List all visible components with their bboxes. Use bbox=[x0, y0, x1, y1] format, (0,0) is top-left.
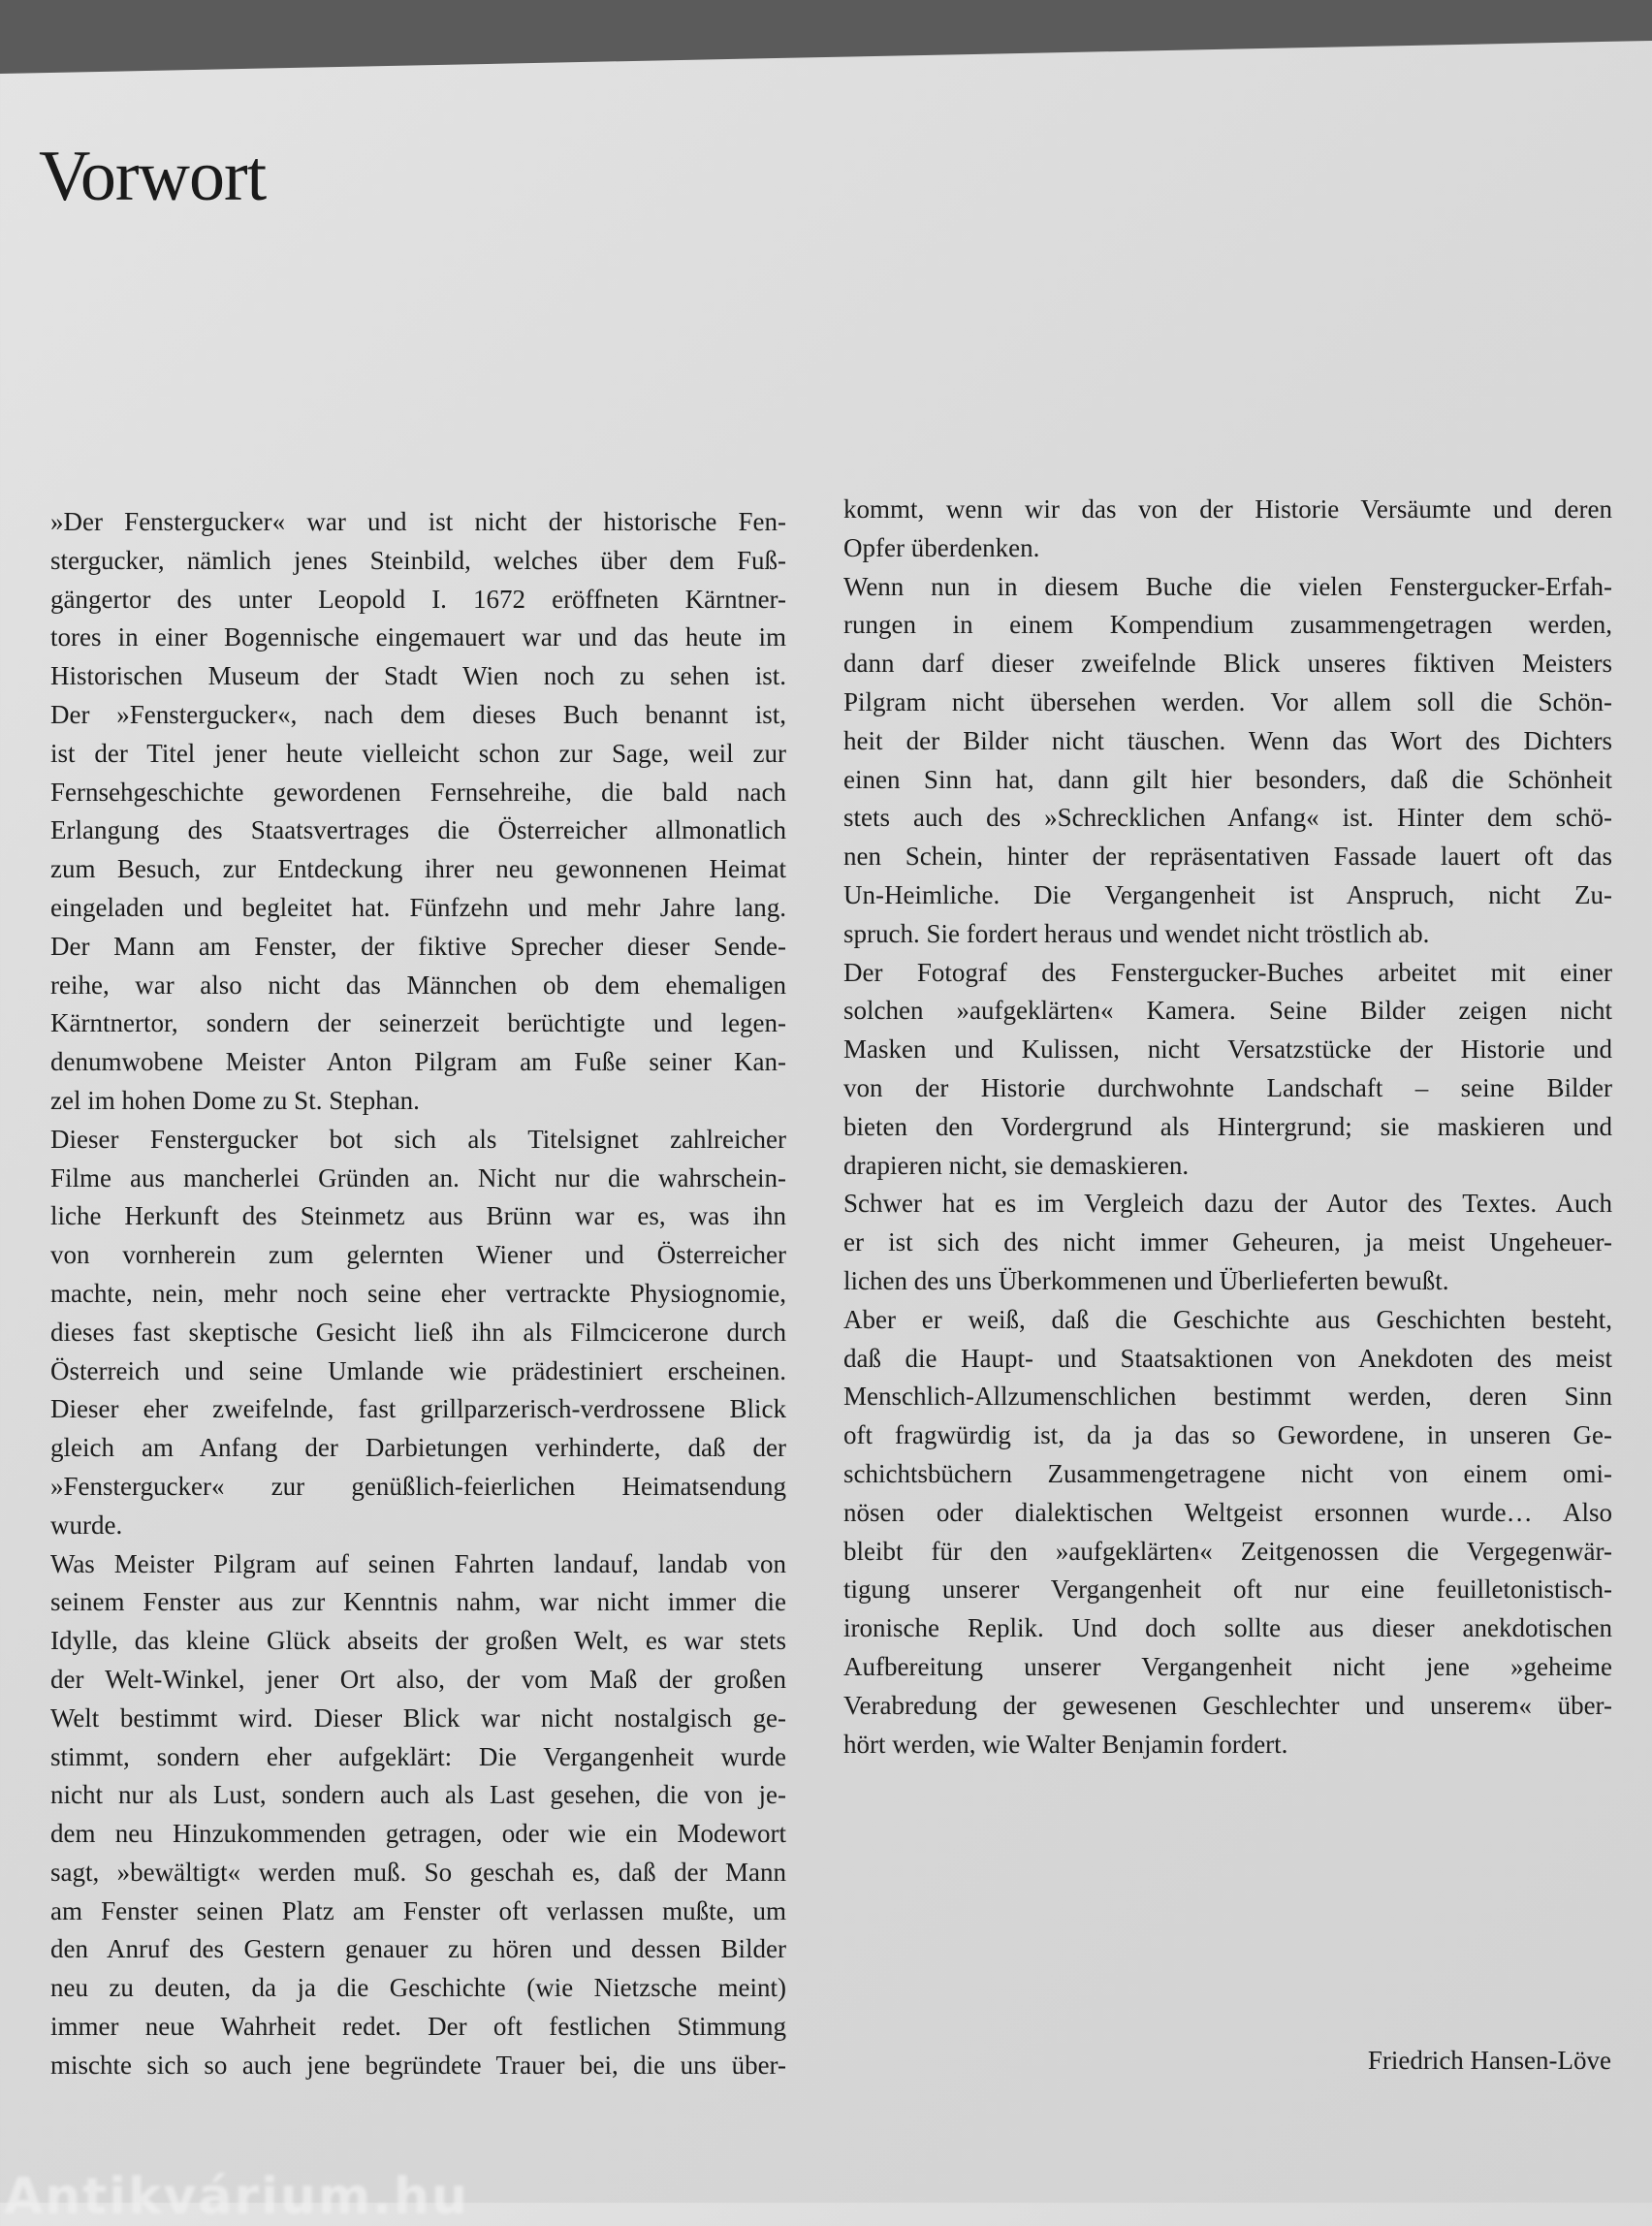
text-line: rungen in einem Kompendium zusammengetragen werden, bbox=[843, 610, 1612, 640]
text-line: bleibt für den »aufgeklärten« Zeitgenossen die Vergegenwär- bbox=[843, 1536, 1612, 1566]
text-line: oft fragwürdig ist, da ja das so Gewordene, in unseren Ge- bbox=[843, 1420, 1612, 1450]
text-line: Fernsehgeschichte gewordenen Fernsehreihe, die bald nach bbox=[50, 777, 786, 807]
text-line: Verabredung der gewesenen Geschlechter und unserem« über- bbox=[843, 1690, 1612, 1720]
text-line: er ist sich des nicht immer Geheuren, ja meist Ungeheuer- bbox=[843, 1227, 1612, 1257]
text-line: Aufbereitung unserer Vergangenheit nicht jene »geheime bbox=[843, 1651, 1612, 1681]
text-line: tigung unserer Vergangenheit oft nur eine feuilletonistisch- bbox=[843, 1574, 1612, 1605]
text-line: bieten den Vordergrund als Hintergrund; sie maskieren und bbox=[843, 1111, 1612, 1141]
right-text-column bbox=[843, 491, 1612, 1764]
text-line: Dieser Fenstergucker bot sich als Titelsignet zahlreicher bbox=[50, 1124, 786, 1154]
text-line: nen Schein, hinter der repräsentativen Fassade lauert oft das bbox=[843, 842, 1612, 872]
text-line: Erlangung des Staatsvertrages die Österreicher allmonatlich bbox=[50, 815, 786, 845]
text-line: Menschlich-Allzumenschlichen bestimmt werden, deren Sinn bbox=[843, 1382, 1612, 1412]
text-line: spruch. Sie fordert heraus und wendet nicht tröstlich ab. bbox=[843, 918, 1430, 948]
text-line: dieses fast skeptische Gesicht ließ ihn als Filmcicerone durch bbox=[50, 1317, 786, 1347]
text-line: Opfer überdenken. bbox=[843, 532, 1040, 562]
text-line: machte, nein, mehr noch seine eher vertrackte Physiognomie, bbox=[50, 1278, 786, 1308]
page-title: Vorwort bbox=[39, 137, 267, 216]
text-line: Masken und Kulissen, nicht Versatzstücke der Historie und bbox=[843, 1034, 1612, 1065]
text-line: »Der Fenstergucker« war und ist nicht der historische Fen- bbox=[50, 507, 786, 536]
text-line: solchen »aufgeklärten« Kamera. Seine Bilder zeigen nicht bbox=[843, 996, 1612, 1026]
text-line: dann darf dieser zweifelnde Blick unseres fiktiven Meisters bbox=[843, 649, 1612, 679]
left-text-column bbox=[50, 503, 786, 2085]
text-line: tores in einer Bogennische eingemauert war und das heute im bbox=[50, 622, 786, 652]
text-line: nösen oder dialektischen Weltgeist ersonnen wurde… Also bbox=[843, 1497, 1612, 1527]
text-line: zum Besuch, zur Entdeckung ihrer neu gewonnenen Heimat bbox=[50, 854, 786, 884]
text-line: lichen des uns Überkommenen und Überlieferten bewußt. bbox=[843, 1265, 1449, 1295]
text-line: Der Mann am Fenster, der fiktive Sprecher dieser Sende- bbox=[50, 931, 786, 961]
text-line: daß die Haupt- und Staatsaktionen von Anekdoten des meist bbox=[843, 1343, 1612, 1373]
text-line: hört werden, wie Walter Benjamin fordert. bbox=[843, 1729, 1288, 1759]
background-surface bbox=[0, 0, 1652, 78]
text-line: Österreich und seine Umlande wie prädestiniert erscheinen. bbox=[50, 1355, 786, 1385]
text-line: sagt, »bewältigt« werden muß. So geschah es, daß der Mann bbox=[50, 1857, 786, 1887]
text-line: Filme aus mancherlei Gründen an. Nicht nur die wahrschein- bbox=[50, 1162, 786, 1192]
text-line: mischte sich so auch jene begründete Trauer bei, die uns über- bbox=[50, 2050, 786, 2080]
text-line: Historischen Museum der Stadt Wien noch zu sehen ist. bbox=[50, 661, 786, 691]
text-line: dem neu Hinzukommenden getragen, oder wie ein Modewort bbox=[50, 1819, 786, 1849]
text-line: zel im hohen Dome zu St. Stephan. bbox=[50, 1085, 420, 1115]
text-line: wurde. bbox=[50, 1510, 123, 1540]
text-line: ironische Replik. Und doch sollte aus dieser anekdotischen bbox=[843, 1613, 1612, 1643]
text-line: einen Sinn hat, dann gilt hier besonders, daß die Schönheit bbox=[843, 764, 1612, 794]
text-line: liche Herkunft des Steinmetz aus Brünn war es, was ihn bbox=[50, 1201, 786, 1231]
text-line: stets auch des »Schrecklichen Anfang« ist. Hinter dem schö- bbox=[843, 803, 1612, 833]
text-line: eingeladen und begleitet hat. Fünfzehn und mehr Jahre lang. bbox=[50, 892, 786, 922]
text-line: kommt, wenn wir das von der Historie Versäumte und deren bbox=[843, 494, 1612, 524]
watermark: Antikvárium.hu bbox=[4, 2168, 469, 2226]
text-line: gleich am Anfang der Darbietungen verhinderte, daß der bbox=[50, 1433, 786, 1463]
text-line: stimmt, sondern eher aufgeklärt: Die Vergangenheit wurde bbox=[50, 1741, 786, 1771]
text-line: ist der Titel jener heute vielleicht schon zur Sage, weil zur bbox=[50, 738, 786, 768]
text-line: Wenn nun in diesem Buche die vielen Fenstergucker-Erfah- bbox=[843, 571, 1612, 601]
text-line: Aber er weiß, daß die Geschichte aus Geschichten besteht, bbox=[843, 1304, 1612, 1334]
text-line: reihe, war also nicht das Männchen ob dem ehemaligen bbox=[50, 970, 786, 1000]
text-line: denumwobene Meister Anton Pilgram am Fuße seiner Kan- bbox=[50, 1047, 786, 1077]
text-line: den Anruf des Gestern genauer zu hören und dessen Bilder bbox=[50, 1934, 786, 1964]
text-line: gängertor des unter Leopold I. 1672 eröffneten Kärntner- bbox=[50, 584, 786, 614]
text-line: Schwer hat es im Vergleich dazu der Autor des Textes. Auch bbox=[843, 1189, 1612, 1219]
text-line: neu zu deuten, da ja die Geschichte (wie Nietzsche meint) bbox=[50, 1973, 786, 2003]
text-line: von der Historie durchwohnte Landschaft – seine Bilder bbox=[843, 1072, 1612, 1102]
text-line: Dieser eher zweifelnde, fast grillparzerisch-verdrossene Blick bbox=[50, 1394, 786, 1424]
text-line: von vornherein zum gelernten Wiener und Österreicher bbox=[50, 1240, 786, 1270]
text-line: immer neue Wahrheit redet. Der oft festlichen Stimmung bbox=[50, 2012, 786, 2042]
text-line: Der Fotograf des Fenstergucker-Buches arbeitet mit einer bbox=[843, 957, 1612, 987]
text-line: Der »Fenstergucker«, nach dem dieses Buch benannt ist, bbox=[50, 699, 786, 729]
text-line: der Welt-Winkel, jener Ort also, der vom Maß der großen bbox=[50, 1664, 786, 1694]
text-line: Was Meister Pilgram auf seinen Fahrten landauf, landab von bbox=[50, 1548, 786, 1578]
text-line: heit der Bilder nicht täuschen. Wenn das Wort des Dichters bbox=[843, 725, 1612, 755]
text-line: Kärntnertor, sondern der seinerzeit berüchtigte und legen- bbox=[50, 1008, 786, 1038]
text-line: schichtsbüchern Zusammengetragene nicht von einem omi- bbox=[843, 1458, 1612, 1488]
text-line: nicht nur als Lust, sondern auch als Last gesehen, die von je- bbox=[50, 1780, 786, 1810]
text-line: Welt bestimmt wird. Dieser Blick war nicht nostalgisch ge- bbox=[50, 1702, 786, 1733]
text-line: »Fenstergucker« zur genüßlich-feierlichen Heimatsendung bbox=[50, 1471, 786, 1501]
text-line: am Fenster seinen Platz am Fenster oft verlassen mußte, um bbox=[50, 1895, 786, 1925]
text-line: drapieren nicht, sie demaskieren. bbox=[843, 1150, 1190, 1180]
text-line: seinem Fenster aus zur Kenntnis nahm, war nicht immer die bbox=[50, 1587, 786, 1617]
text-line: Un-Heimliche. Die Vergangenheit ist Anspruch, nicht Zu- bbox=[843, 879, 1612, 909]
text-line: stergucker, nämlich jenes Steinbild, welches über dem Fuß- bbox=[50, 545, 786, 575]
author-signature: Friedrich Hansen-Löve bbox=[1367, 2046, 1611, 2075]
text-line: Idylle, das kleine Glück abseits der großen Welt, es war stets bbox=[50, 1626, 786, 1656]
text-line: Pilgram nicht übersehen werden. Vor allem soll die Schön- bbox=[843, 686, 1612, 716]
